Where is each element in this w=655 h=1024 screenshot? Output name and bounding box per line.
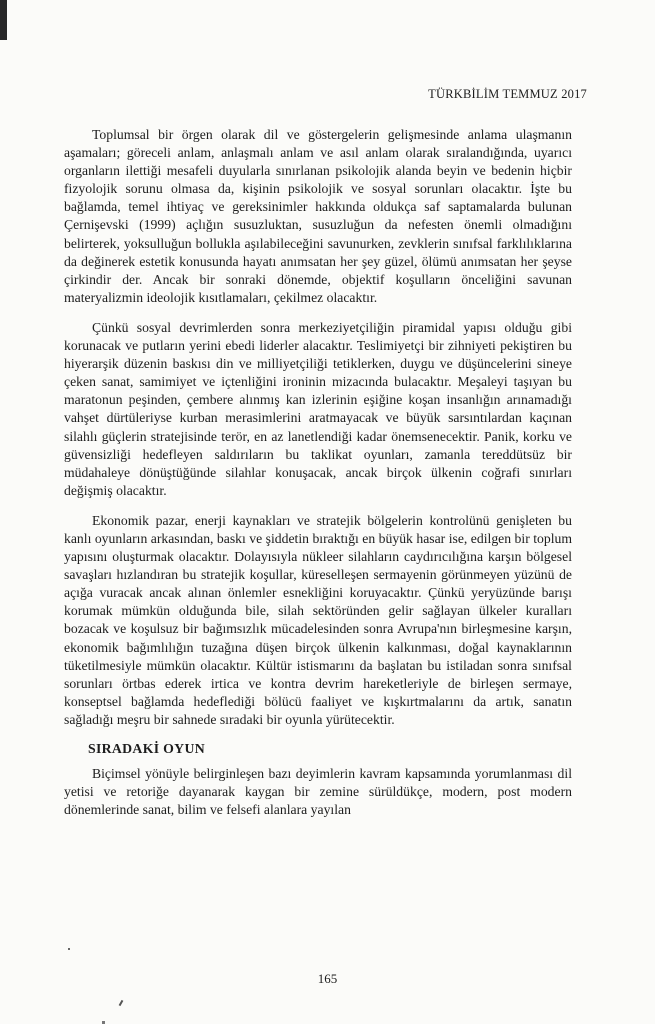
paragraph-1: Toplumsal bir örgen olarak dil ve göstergelerin gelişmesinde anlama ulaşmanın aşamaları; göreceli anlam, anlaşmalı anlam ve asıl anlam olarak sıralandığında, uyarıcı organların ilettiği mesafeli duyularla sınırlanan psikolojik alanda beyin ve bedenin hiçbir fizyolojik sorunu olmasa da, kişinin psikolojik ve sosyal sorunları olacaktır. İşte bu bağlamda, temel ihtiyaç ve gereksinimler hakkında oldukça saf saptamalarda bulunan Çernişevski (1999) açlığın susuzluktan, susuzluğun da nefesten önemli olmadığını belirterek, yoksulluğun bollukla aşılabileceğini savunurken, zevklerin sınıfsal farklılıklarına da değinerek estetik konusunda hayatı anımsatan her şey güzel, ölümü anımsatan her şeyse çirkindir der. Ancak bir sonraki dönemde, objektif koşulların önceliğini savunan materyalizmin ideolojik kısıtlamaları, çekilmez olacaktır. — [64, 127, 572, 305]
paragraph-3: Ekonomik pazar, enerji kaynakları ve stratejik bölgelerin kontrolünü genişleten bu kanlı oyunların arkasından, baskı ve şiddetin bıraktığı en büyük hasar ise, edilgen bir toplum yapısını oluşturmak olacaktır. Dolayısıyla nükleer silahların caydırıcılığına karşın bölgesel savaşları hızlandıran bu stratejik koşullar, küreselleşen sermayenin görünmeyen yüzünü de açığa vuracak ancak alınan önlemler esnekliğini koruyacaktır. Çünkü yeryüzünde barışı korumak mümkün olduğunda bile, silah sektöründen gelir sağlayan ülkeler kuralları bozacak ve koşulsuz bir bağımsızlık mücadelesinden sonra Avrupa'nın birleşmesine karşın, ekonomik bağımlılığın tuzağına düşen birçok ülkenin kalkınması, doğal kaynaklarının tüketilmesiyle mümkün olacaktır. Kültür istismarını da başlatan bu istiladan sonra sınıfsal sorunları örtbas ederek irtica ve kontra devrim hareketleriyle de birleşen sermaye, konseptsel bağlamda hedeflediği bölücü faaliyet ve kışkırtmalarını da artık, sanatın sağladığı meşru bir sahnede sıradaki bir oyunla yürütecektir. — [64, 512, 572, 727]
running-head: TÜRKBİLİM TEMMUZ 2017 — [428, 87, 587, 101]
body-text — [64, 126, 572, 831]
section-paragraph: Biçimsel yönüyle belirginleşen bazı deyimlerin kavram kapsamında yorumlanması dil yetisi ve retoriğe dayanarak kaygan bir zemine sürüldükçe, modern, post modern dönemlerinde sanat, bilim ve felsefi alanlara yayılan — [64, 766, 572, 818]
scan-edge-mark — [0, 0, 12, 40]
page-number: 165 — [317, 971, 338, 986]
paragraph-2: Çünkü sosyal devrimlerden sonra merkeziyetçiliğin piramidal yapısı olduğu gibi korunacak ve putların yerini ebedi liderler alacaktır. Teslimiyetçi bir zihniyeti pekiştiren bu hiyerarşik düzenin baskısı din ve milliyetçiliği tetiklerken, duygu ve düşüncelerini sineye çeken sanat, samimiyet ve içtenliğini ironinin mizacında bulacaktır. Meşaleyi taşıyan bu maratonun peşinden, çembere alınmış kan izlerinin eşiğine koşan insanlığın arınamadığı vahşet dürtüleriyse kurban merasimlerini aratmayacak ve büyük sarsıntılardan kaçınan silahlı güçlerin stratejisinde terör, en az lanetlendiği kadar önemsenecektir. Panik, korku ve güvensizliği hedefleyen saldırıların bu taklikat oyunları, zamanla tereddütsüz bir müdahaleye dönüştüğünde silahlar konuşacak, ancak birçok ülkenin coğrafi sınırları değişmiş olacaktır. — [64, 319, 572, 498]
section-heading: SIRADAKİ OYUN — [88, 741, 205, 756]
scan-speck — [68, 948, 70, 950]
scan-speck — [119, 1000, 124, 1006]
